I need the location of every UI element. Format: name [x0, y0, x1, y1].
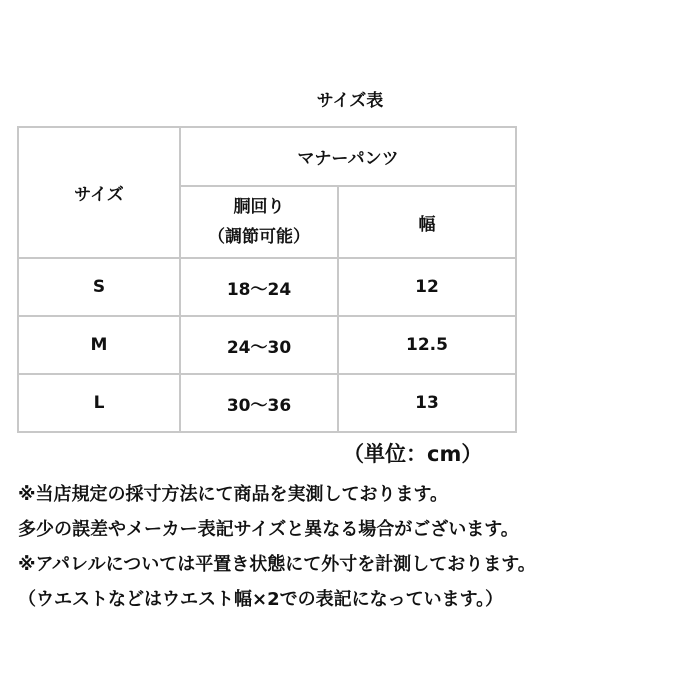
- width-column-header: 幅: [338, 186, 516, 258]
- width-cell: 13: [338, 374, 516, 432]
- waist-column-header: [180, 186, 338, 258]
- note-line: ※当店規定の採寸方法にて商品を実測しております。: [18, 484, 449, 505]
- waist-cell: 30〜36: [180, 374, 338, 432]
- table-row: [18, 316, 516, 374]
- size-table: [17, 126, 517, 433]
- table-row: [18, 374, 516, 432]
- size-cell: L: [18, 374, 180, 432]
- waist-header-note: （調節可能）: [208, 227, 310, 247]
- waist-cell: 18〜24: [180, 258, 338, 316]
- table-header-row: [18, 127, 516, 186]
- width-cell: 12: [338, 258, 516, 316]
- waist-cell: 24〜30: [180, 316, 338, 374]
- size-cell: S: [18, 258, 180, 316]
- size-column-header: サイズ: [18, 127, 180, 258]
- waist-header-main: 胴回り: [233, 197, 285, 217]
- page-title: サイズ表: [316, 91, 384, 111]
- size-cell: M: [18, 316, 180, 374]
- unit-label: （単位：cm）: [343, 442, 483, 466]
- note-line: ※アパレルについては平置き状態にて外寸を計測しております。: [18, 554, 536, 575]
- note-line: 多少の誤差やメーカー表記サイズと異なる場合がございます。: [18, 519, 519, 540]
- notes: [18, 484, 700, 624]
- width-cell: 12.5: [338, 316, 516, 374]
- note-line: （ウエストなどはウエスト幅×2での表記になっています。）: [18, 589, 504, 610]
- product-group-header: マナーパンツ: [180, 127, 516, 186]
- table-row: [18, 258, 516, 316]
